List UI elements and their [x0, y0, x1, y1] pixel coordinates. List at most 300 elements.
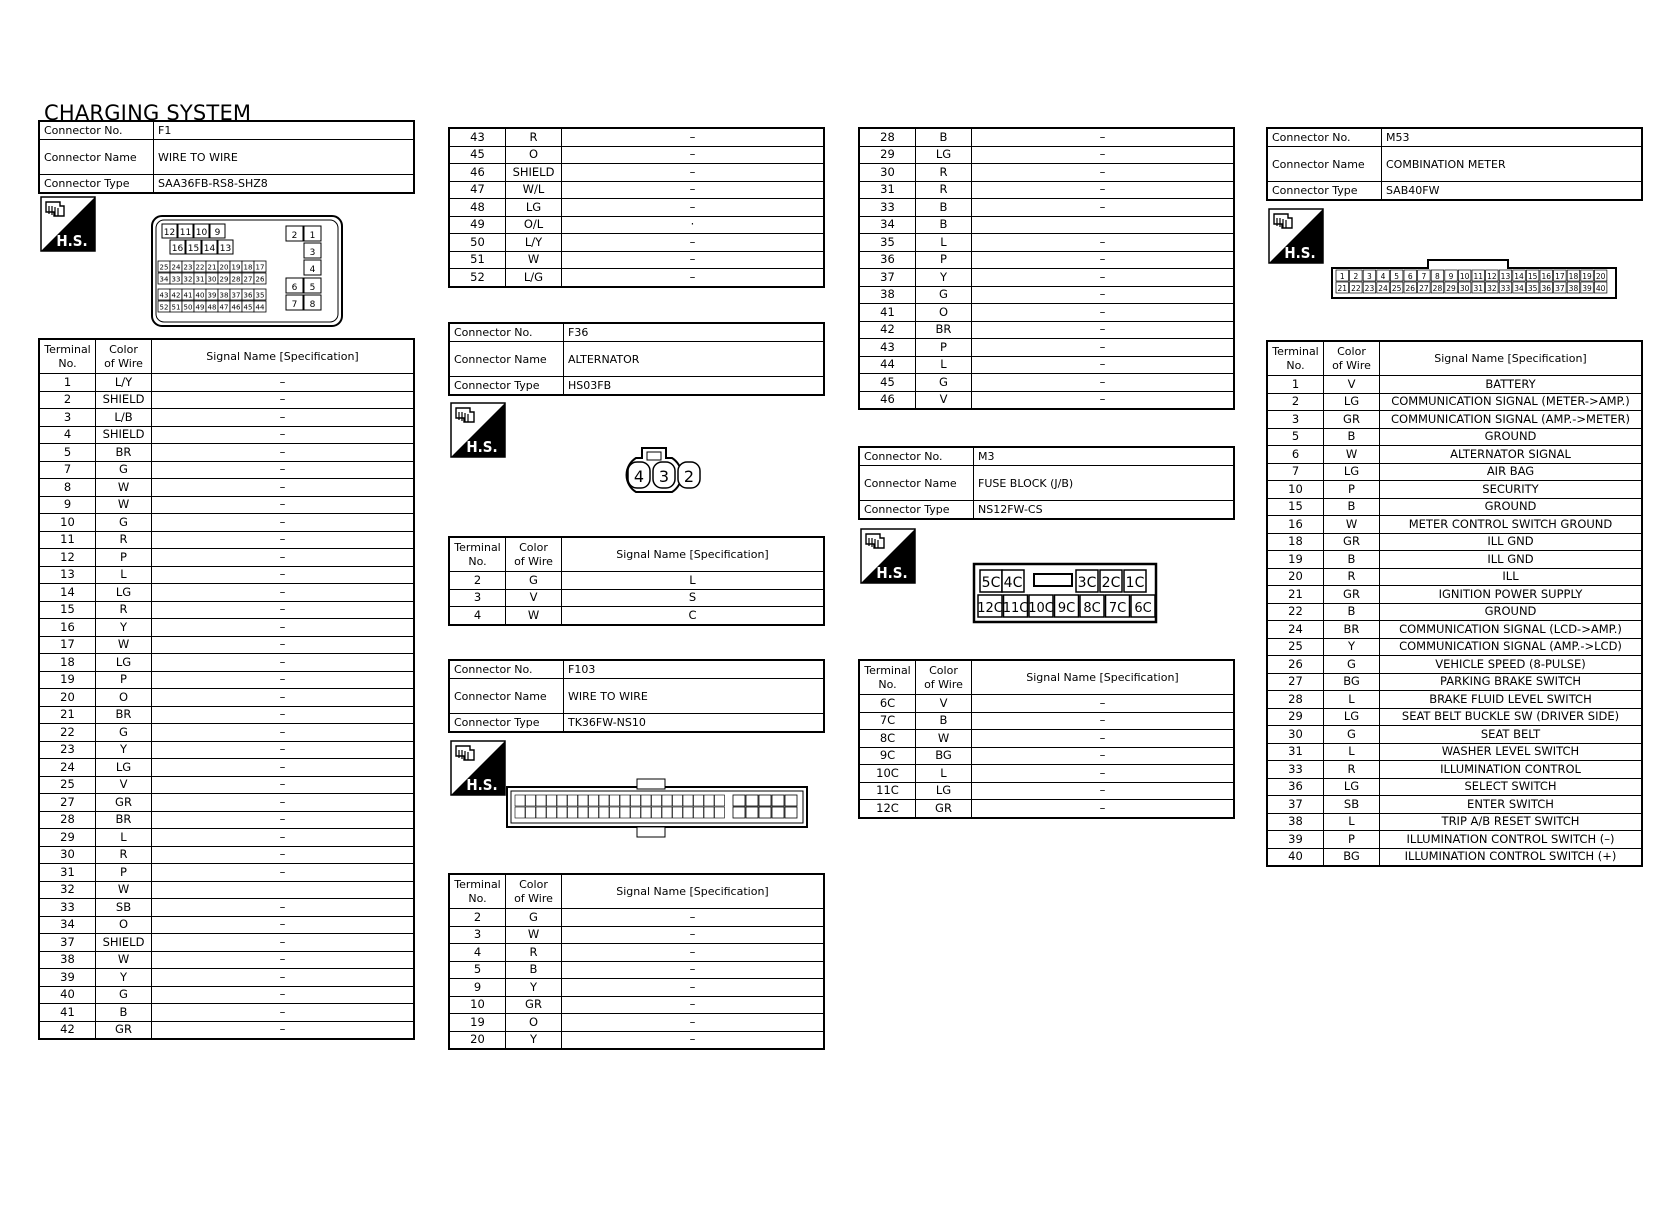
svg-text:H.S.: H.S. [876, 564, 908, 582]
table-row [449, 996, 824, 1014]
pin-label: 36 [1541, 284, 1552, 293]
terminal-no-cell: 9 [449, 979, 506, 997]
pin-label: 3 [309, 248, 316, 258]
table-row [859, 234, 1234, 252]
pin-cell [652, 795, 662, 806]
signal-name-cell: – [972, 712, 1235, 730]
pin-label: 37 [1555, 284, 1565, 293]
terminal-table-f1-cont-wrap [448, 127, 825, 288]
wire-color-cell: LG [916, 782, 972, 800]
pin-cell [526, 807, 536, 818]
pin-cell [536, 807, 546, 818]
signal-name-cell: – [972, 356, 1235, 374]
table-row [39, 934, 414, 952]
pin-cell [733, 795, 745, 806]
terminal-no-cell: 16 [1267, 516, 1324, 534]
wire-color-cell: L/Y [96, 374, 152, 392]
pin-cell [673, 807, 683, 818]
wire-color-cell: LG [506, 199, 562, 217]
wire-color-cell: W/L [506, 181, 562, 199]
connector-no-value: M53 [1382, 128, 1643, 147]
table-row [859, 695, 1234, 713]
terminal-no-header: Terminal No. [1267, 341, 1324, 376]
terminal-no-cell: 25 [39, 776, 96, 794]
terminal-no-cell: 28 [1267, 691, 1324, 709]
terminal-no-cell: 46 [859, 391, 916, 409]
table-row [859, 181, 1234, 199]
terminal-no-cell: 27 [39, 794, 96, 812]
terminal-no-cell: 10 [1267, 481, 1324, 499]
wire-color-cell: P [96, 671, 152, 689]
signal-name-cell: – [152, 409, 415, 427]
table-row [859, 782, 1234, 800]
wire-color-cell: B [96, 1004, 152, 1022]
pin-label: 9 [214, 228, 221, 238]
terminal-no-cell: 34 [859, 216, 916, 234]
terminal-no-cell: 44 [859, 356, 916, 374]
signal-name-cell: – [152, 759, 415, 777]
signal-name-cell: – [562, 996, 825, 1014]
wire-color-cell: LG [916, 146, 972, 164]
terminal-no-cell: 20 [39, 689, 96, 707]
terminal-no-cell: 52 [449, 269, 506, 287]
signal-name-cell: – [152, 706, 415, 724]
pin-cell [589, 795, 599, 806]
pin-cell [515, 807, 525, 818]
table-row [39, 601, 414, 619]
table-row [39, 409, 414, 427]
wire-color-cell: G [506, 909, 562, 927]
pin-label: 42 [171, 291, 181, 300]
signal-name-cell: – [152, 461, 415, 479]
signal-name-cell: – [972, 199, 1235, 217]
pin-label: 39 [1582, 284, 1592, 293]
signal-name-cell: SEAT BELT BUCKLE SW (DRIVER SIDE) [1380, 708, 1643, 726]
terminal-no-cell: 10C [859, 765, 916, 783]
table-row [39, 776, 414, 794]
pin-label: 14 [203, 244, 216, 254]
pin-label: 4 [1380, 272, 1386, 281]
connector-type-value: HS03FB [564, 377, 825, 396]
signal-name-cell: BATTERY [1380, 376, 1643, 394]
svg-text:H.S.: H.S. [466, 776, 498, 794]
wire-color-cell: Y [506, 979, 562, 997]
terminal-no-cell: 42 [39, 1021, 96, 1039]
pin-label: 23 [1364, 284, 1375, 293]
wire-color-cell: B [916, 199, 972, 217]
wire-color-cell: L/Y [506, 234, 562, 252]
connector-name-label: Connector Name [39, 140, 154, 175]
signal-name-cell: – [562, 251, 825, 269]
table-row [1267, 533, 1642, 551]
pin-label: 21 [1337, 284, 1348, 293]
harness-side-icon [1268, 208, 1324, 264]
signal-name-cell: – [152, 426, 415, 444]
connector-type-label: Connector Type [449, 377, 564, 396]
pin-cell [599, 795, 609, 806]
wire-color-cell: LG [96, 654, 152, 672]
terminal-no-cell: 10 [39, 514, 96, 532]
signal-name-cell: – [972, 782, 1235, 800]
terminal-no-header: Terminal No. [39, 339, 96, 374]
signal-name-cell: – [152, 689, 415, 707]
terminal-no-cell: 15 [39, 601, 96, 619]
table-row [859, 374, 1234, 392]
terminal-no-cell: 28 [39, 811, 96, 829]
signal-name-cell: – [152, 934, 415, 952]
connector-name-label: Connector Name [449, 679, 564, 714]
terminal-no-cell: 6C [859, 695, 916, 713]
signal-name-cell: – [152, 479, 415, 497]
wire-color-cell: P [916, 251, 972, 269]
table-row [1267, 848, 1642, 866]
signal-name-cell: – [152, 969, 415, 987]
connector-name-label: Connector Name [449, 342, 564, 377]
signal-name-cell: – [562, 269, 825, 287]
signal-name-cell: ILL [1380, 568, 1643, 586]
pin-label: 10C [1028, 601, 1054, 616]
wire-color-cell: LG [96, 759, 152, 777]
wire-color-cell: Y [1324, 638, 1380, 656]
pin-label: 19 [1582, 272, 1592, 281]
table-header-row [1267, 341, 1642, 376]
table-row [859, 765, 1234, 783]
wire-color-cell: P [96, 864, 152, 882]
table-row [859, 216, 1234, 234]
table-header-row [449, 874, 824, 909]
connector-face-f103 [505, 777, 810, 843]
table-row [859, 164, 1234, 182]
wire-color-cell: O [96, 689, 152, 707]
terminal-no-cell: 9C [859, 747, 916, 765]
signal-name-cell: – [152, 899, 415, 917]
table-row [859, 286, 1234, 304]
pin-label: 25 [159, 263, 169, 272]
pin-label: 7 [1421, 272, 1427, 281]
pin-label: 36 [243, 291, 253, 300]
connector-name-label: Connector Name [1267, 147, 1382, 182]
pin-label: 3 [658, 467, 670, 486]
table-row [449, 181, 824, 199]
terminal-no-cell: 22 [39, 724, 96, 742]
signal-name-cell: – [562, 909, 825, 927]
pin-label: 44 [255, 303, 265, 312]
pin-label: 46 [231, 303, 241, 312]
signal-name-cell: – [152, 724, 415, 742]
wire-color-cell: LG [1324, 778, 1380, 796]
terminal-no-cell: 20 [449, 1031, 506, 1049]
table-row [39, 916, 414, 934]
terminal-table-f103-continued [858, 127, 1235, 410]
terminal-no-cell: 24 [39, 759, 96, 777]
terminal-no-cell: 18 [1267, 533, 1324, 551]
wire-color-cell: L [916, 765, 972, 783]
wire-color-cell: SHIELD [96, 391, 152, 409]
terminal-no-cell: 20 [1267, 568, 1324, 586]
terminal-no-cell: 39 [1267, 831, 1324, 849]
wire-color-cell: V [96, 776, 152, 794]
wire-color-cell: LG [96, 584, 152, 602]
table-row [39, 461, 414, 479]
table-row [859, 321, 1234, 339]
wire-color-cell: B [1324, 551, 1380, 569]
pin-label: 2 [1353, 272, 1359, 281]
signal-name-cell: PARKING BRAKE SWITCH [1380, 673, 1643, 691]
wire-color-cell: BG [1324, 848, 1380, 866]
terminal-no-cell: 40 [39, 986, 96, 1004]
harness-side-icon [40, 196, 96, 252]
signal-name-cell: – [562, 181, 825, 199]
table-row [449, 944, 824, 962]
table-row [39, 549, 414, 567]
signal-name-cell: ENTER SWITCH [1380, 796, 1643, 814]
terminal-no-cell: 19 [449, 1014, 506, 1032]
wire-color-cell: L [96, 829, 152, 847]
table-row [859, 730, 1234, 748]
pin-label: 22 [195, 263, 205, 272]
connector-info-f1 [38, 120, 415, 194]
wire-color-cell: SHIELD [96, 426, 152, 444]
pin-cell [694, 795, 704, 806]
pin-label: 23 [183, 263, 193, 272]
terminal-no-cell: 25 [1267, 638, 1324, 656]
table-row [39, 514, 414, 532]
connector-name-value: WIRE TO WIRE [564, 679, 825, 714]
wire-color-cell: W [506, 926, 562, 944]
color-of-wire-header: Color of Wire [916, 660, 972, 695]
color-of-wire-header: Color of Wire [1324, 341, 1380, 376]
page-title: CHARGING SYSTEM [44, 101, 252, 125]
wire-color-cell: W [96, 479, 152, 497]
pin-label: 7 [291, 300, 298, 310]
pin-label: 28 [1432, 284, 1443, 293]
table-row [859, 146, 1234, 164]
harness-side-icon [860, 528, 916, 584]
signal-name-cell: TRIP A/B RESET SWITCH [1380, 813, 1643, 831]
signal-name-cell: – [152, 514, 415, 532]
wire-color-cell: G [916, 286, 972, 304]
terminal-no-cell: 4 [449, 607, 506, 625]
signal-name-cell: – [972, 164, 1235, 182]
pin-label: 38 [219, 291, 229, 300]
table-row [1267, 743, 1642, 761]
wire-color-cell: LG [1324, 393, 1380, 411]
signal-name-cell: – [152, 549, 415, 567]
terminal-no-cell: 7 [39, 461, 96, 479]
wire-color-cell: LG [1324, 463, 1380, 481]
signal-name-cell: ILLUMINATION CONTROL SWITCH (+) [1380, 848, 1643, 866]
table-row [39, 689, 414, 707]
pin-cell [733, 807, 745, 818]
pin-label: 33 [171, 275, 181, 284]
signal-name-cell: COMMUNICATION SIGNAL (AMP.->LCD) [1380, 638, 1643, 656]
terminal-table-m53 [1266, 340, 1643, 867]
signal-name-cell: – [562, 1031, 825, 1049]
terminal-table-f103 [448, 873, 825, 1050]
terminal-no-cell: 51 [449, 251, 506, 269]
table-row [1267, 393, 1642, 411]
table-row [1267, 376, 1642, 394]
svg-text:H.S.: H.S. [466, 438, 498, 456]
signal-name-cell: ILL GND [1380, 533, 1643, 551]
terminal-no-cell: 39 [39, 969, 96, 987]
wire-color-cell: B [506, 961, 562, 979]
signal-name-cell: – [152, 916, 415, 934]
connector-info-f103 [448, 659, 825, 733]
signal-name-cell: – [152, 601, 415, 619]
terminal-no-cell: 26 [1267, 656, 1324, 674]
connector-name-value: ALTERNATOR [564, 342, 825, 377]
wire-color-cell: L [916, 234, 972, 252]
wire-color-cell: R [506, 128, 562, 146]
wire-color-cell: GR [96, 1021, 152, 1039]
pin-label: 25 [1391, 284, 1402, 293]
connector-latch [637, 779, 665, 789]
signal-name-cell: – [152, 794, 415, 812]
pin-cell [641, 795, 651, 806]
signal-name-cell: – [972, 128, 1235, 146]
terminal-no-cell: 37 [859, 269, 916, 287]
pin-label: 13 [1500, 272, 1511, 281]
pin-label: 9 [1448, 272, 1454, 281]
wire-color-cell: L [1324, 813, 1380, 831]
pin-cell [578, 795, 588, 806]
pin-label: 18 [243, 263, 253, 272]
terminal-no-cell: 31 [859, 181, 916, 199]
terminal-no-cell: 33 [859, 199, 916, 217]
terminal-no-cell: 11 [39, 531, 96, 549]
table-row [1267, 638, 1642, 656]
wire-color-cell: SB [96, 899, 152, 917]
terminal-table-f1-wrap [38, 338, 415, 1040]
table-row [1267, 778, 1642, 796]
harness-side-icon [450, 740, 506, 796]
pin-cell [704, 795, 714, 806]
wire-color-cell: GR [506, 996, 562, 1014]
pin-label: 11C [1002, 601, 1029, 616]
pin-label: 24 [1378, 284, 1388, 293]
signal-name-cell: ILL GND [1380, 551, 1643, 569]
table-row [39, 794, 414, 812]
wire-color-cell: L [96, 566, 152, 584]
signal-name-cell: – [562, 944, 825, 962]
pin-label: 7C [1108, 601, 1127, 616]
terminal-no-cell: 30 [1267, 726, 1324, 744]
pin-label: 4C [1003, 575, 1023, 591]
connector-info-m53 [1266, 127, 1643, 201]
svg-text:H.S.: H.S. [1284, 244, 1316, 262]
pin-label: 30 [1459, 284, 1470, 293]
signal-name-cell: – [972, 269, 1235, 287]
terminal-no-header: Terminal No. [449, 874, 506, 909]
table-row [1267, 446, 1642, 464]
terminal-no-cell: 12 [39, 549, 96, 567]
connector-type-label: Connector Type [39, 175, 154, 194]
terminal-no-cell: 29 [859, 146, 916, 164]
connector-face-m3 [972, 562, 1158, 628]
signal-name-cell: – [562, 926, 825, 944]
table-row [1267, 831, 1642, 849]
pin-cell [578, 807, 588, 818]
connector-no-label: Connector No. [449, 323, 564, 342]
signal-name-cell: – [152, 654, 415, 672]
pin-label: 41 [183, 291, 193, 300]
pin-cell [641, 807, 651, 818]
pin-cell [704, 807, 714, 818]
signal-name-header: Signal Name [Specification] [152, 339, 415, 374]
terminal-no-cell: 6 [1267, 446, 1324, 464]
terminal-no-cell: 45 [449, 146, 506, 164]
terminal-no-cell: 15 [1267, 498, 1324, 516]
column-f36 [448, 322, 825, 396]
wire-color-cell: GR [916, 800, 972, 818]
signal-name-cell: – [972, 765, 1235, 783]
pin-label: 12 [163, 228, 176, 238]
pin-label: 5 [309, 283, 316, 293]
pin-label: 11 [179, 228, 192, 238]
signal-name-cell: – [972, 695, 1235, 713]
pin-cell [715, 795, 725, 806]
terminal-no-cell: 14 [39, 584, 96, 602]
signal-name-cell: – [152, 951, 415, 969]
terminal-table-m53-wrap [1266, 340, 1643, 867]
pin-label: 1 [1339, 272, 1345, 281]
wire-color-cell: GR [96, 794, 152, 812]
terminal-table-f103-wrap [448, 873, 825, 1050]
table-row [39, 969, 414, 987]
wire-color-cell: B [1324, 428, 1380, 446]
terminal-no-cell: 7C [859, 712, 916, 730]
signal-name-cell: – [562, 164, 825, 182]
signal-name-cell: – [152, 671, 415, 689]
wire-color-cell: V [916, 391, 972, 409]
signal-name-header: Signal Name [Specification] [562, 874, 825, 909]
wire-color-cell: W [1324, 446, 1380, 464]
pin-cell [547, 795, 557, 806]
connector-latch [647, 452, 661, 460]
pin-label: 32 [183, 275, 193, 284]
wire-color-cell: B [916, 128, 972, 146]
signal-name-header: Signal Name [Specification] [972, 660, 1235, 695]
pin-label: 1C [1125, 575, 1145, 591]
wire-color-cell: BG [916, 747, 972, 765]
table-row [39, 724, 414, 742]
pin-cell [746, 807, 758, 818]
signal-name-cell: · [562, 216, 825, 234]
pin-label: 26 [1405, 284, 1416, 293]
connector-type-value: NS12FW-CS [974, 501, 1235, 520]
signal-name-cell: – [152, 374, 415, 392]
terminal-no-cell: 49 [449, 216, 506, 234]
terminal-no-cell: 41 [859, 304, 916, 322]
signal-name-cell: BRAKE FLUID LEVEL SWITCH [1380, 691, 1643, 709]
table-row [859, 356, 1234, 374]
terminal-no-cell: 7 [1267, 463, 1324, 481]
pin-label: 14 [1514, 272, 1524, 281]
wire-color-cell: G [916, 374, 972, 392]
wire-color-cell: B [1324, 603, 1380, 621]
terminal-no-cell: 46 [449, 164, 506, 182]
pin-label: 27 [243, 275, 253, 284]
table-row [1267, 568, 1642, 586]
pin-label: 8 [1435, 272, 1440, 281]
wire-color-cell: L [1324, 743, 1380, 761]
table-row [1267, 656, 1642, 674]
table-row [39, 374, 414, 392]
pin-label: 39 [207, 291, 217, 300]
signal-name-cell: IGNITION POWER SUPPLY [1380, 586, 1643, 604]
connector-type-label: Connector Type [449, 714, 564, 733]
